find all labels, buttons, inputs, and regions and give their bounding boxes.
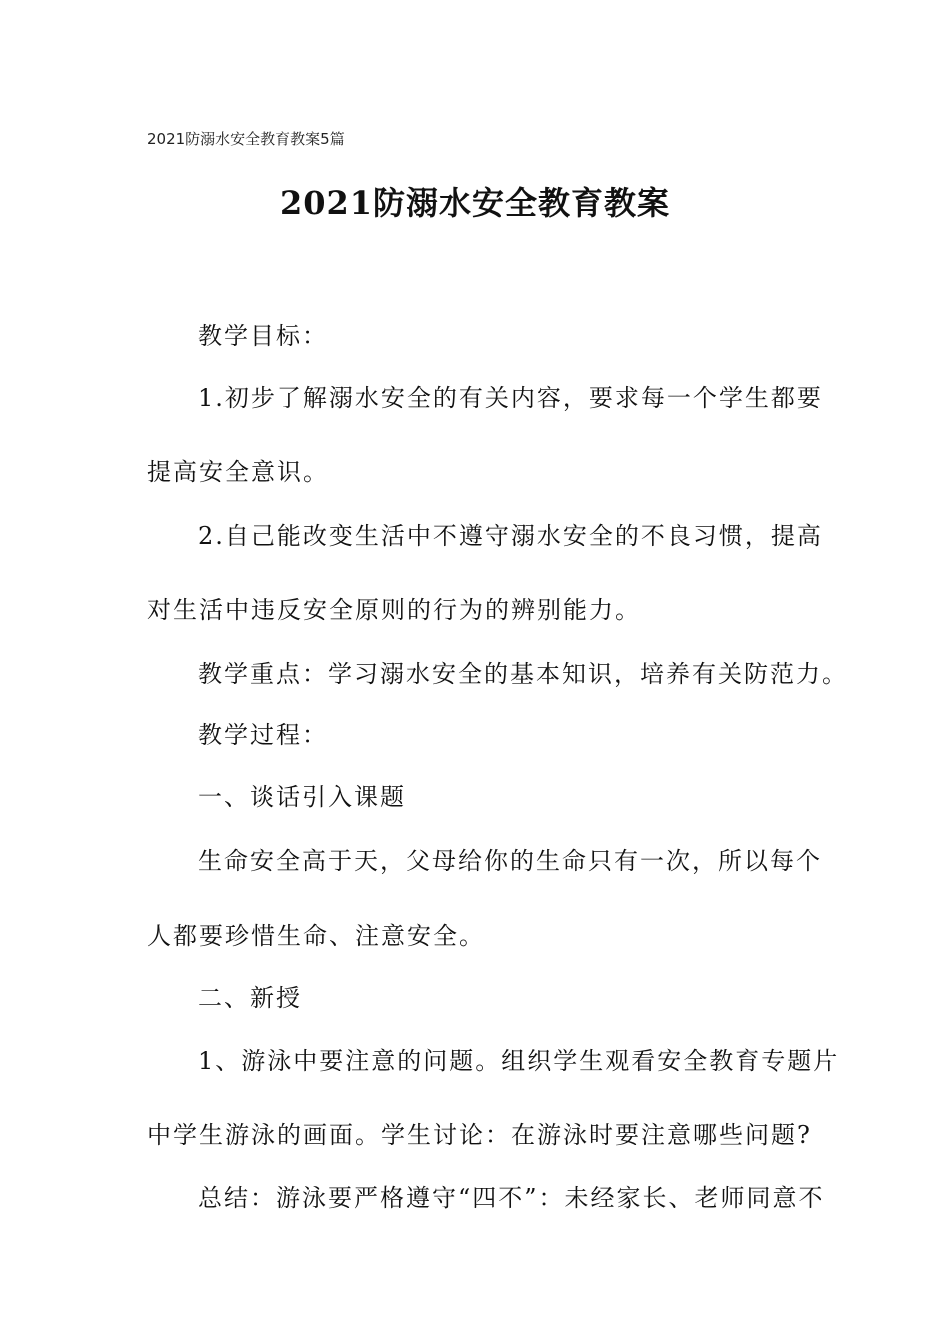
document-title: 2021防溺水安全教育教案 (279, 184, 671, 222)
document-header: 2021防溺水安全教育教案5篇 (147, 130, 345, 148)
paragraph-line: 教学重点：学习溺水安全的基本知识，培养有关防范力。 (198, 660, 848, 688)
paragraph-line: 1、游泳中要注意的问题。组织学生观看安全教育专题片 (198, 1047, 840, 1075)
paragraph-line: 1.初步了解溺水安全的有关内容，要求每一个学生都要 (198, 384, 823, 412)
paragraph-line: 总结：游泳要严格遵守“四不”：未经家长、老师同意不 (198, 1184, 825, 1212)
paragraph-line: 教学过程： (198, 721, 328, 749)
paragraph-line: 人都要珍惜生命、注意安全。 (147, 922, 485, 950)
paragraph-line: 对生活中违反安全原则的行为的辨别能力。 (147, 596, 641, 624)
section-heading: 二、新授 (198, 984, 302, 1012)
paragraph-line: 2.自己能改变生活中不遵守溺水安全的不良习惯，提高 (198, 522, 823, 550)
section-heading: 一、谈话引入课题 (198, 783, 406, 811)
paragraph-line: 生命安全高于天，父母给你的生命只有一次，所以每个 (198, 847, 822, 875)
paragraph-line: 中学生游泳的画面。学生讨论：在游泳时要注意哪些问题? (147, 1121, 812, 1149)
paragraph-line: 提高安全意识。 (147, 458, 329, 486)
paragraph-line: 教学目标： (198, 322, 328, 350)
